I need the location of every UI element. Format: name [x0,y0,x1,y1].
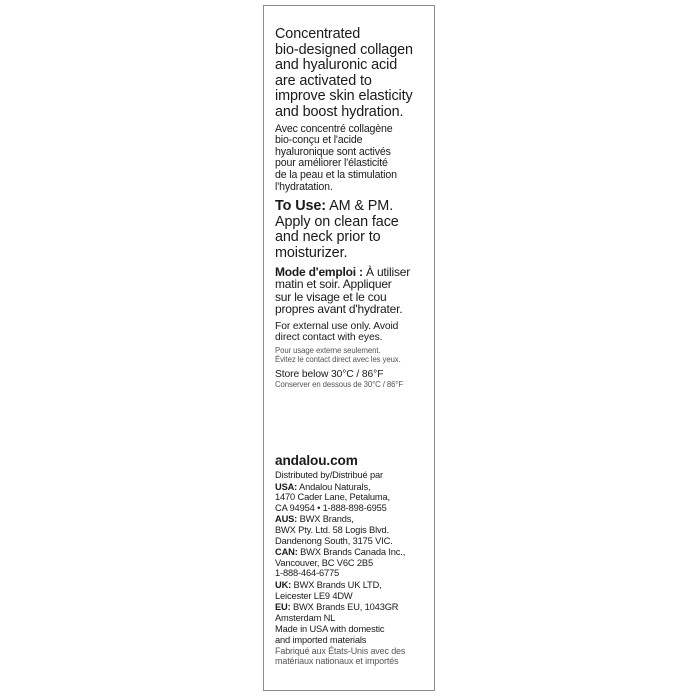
storage-english: Store below 30°C / 86°F [275,369,384,381]
product-label-panel [263,5,435,691]
mode-emploi-section [275,266,433,316]
text-line: Dandenong South, 3175 VIC. [275,535,393,546]
text-line: hyaluronique sont activés [275,145,391,158]
address-label: UK: [275,579,292,590]
to-use-first-line [275,199,433,215]
text-line: and neck prior to [275,229,381,246]
address-first-line [275,580,437,591]
address-block-uk [275,580,437,601]
to-use-section [275,199,433,261]
distributed-by: Distributed by/Distribué par [275,470,383,480]
text-line: de la peau et la stimulation [275,168,397,181]
text-line: improve skin elasticity [275,88,413,105]
label-upper-text [275,27,433,389]
address-block-aus [275,514,437,546]
mode-timing: À utiliser [366,264,411,279]
address-first-line [275,547,437,558]
text-line: and boost hydration. [275,103,404,120]
made-in-english [275,624,437,645]
label-lower-text [275,454,437,666]
text-line: Concentrated [275,26,361,42]
to-use-timing: AM & PM. [329,198,394,215]
text-line: and imported materials [275,634,367,645]
text-line: moisturizer. [275,244,348,261]
text-line: Made in USA with domestic [275,624,385,635]
external-use-english [275,321,433,344]
text-line: 1470 Cader Lane, Petaluma, [275,492,390,503]
address-name: BWX Brands Canada Inc., [300,547,406,558]
text-line: Fabriqué aux États-Unis avec des [275,645,406,656]
address-name: BWX Brands EU, 1043GR [293,602,399,613]
address-first-line [275,602,437,613]
address-name: Andalou Naturals, [299,481,371,492]
text-line: and hyaluronic acid [275,57,398,74]
text-line: Évitez le contact direct avec les yeux. [275,355,401,365]
address-first-line [275,482,437,493]
address-label: CAN: [275,547,298,558]
text-line: Leicester LE9 4DW [275,590,353,601]
text-line: direct contact with eyes. [275,332,383,344]
text-line: BWX Pty. Ltd. 58 Logis Blvd. [275,524,389,535]
text-line: Pour usage externe seulement. [275,346,381,356]
text-line: bio-designed collagen [275,41,413,58]
text-line: bio-conçu et l'acide [275,134,363,147]
text-line: Avec concentré collagène [275,122,393,135]
address-label: USA: [275,481,298,492]
address-label: AUS: [275,514,298,525]
address-label: EU: [275,602,291,613]
storage-french: Conserver en dessous de 30°C / 86°F [275,380,403,390]
text-line: 1-888-464-6775 [275,568,340,579]
text-line: For external use only. Avoid [275,320,399,332]
text-line: Amsterdam NL [275,612,336,623]
address-block-can [275,547,437,579]
address-first-line [275,514,437,525]
intro-french [275,124,433,194]
made-in-french [275,646,437,667]
intro-english [275,27,433,121]
text-line: sur le visage et le cou [275,289,387,304]
text-line: CA 94954 • 1-888-898-6955 [275,502,387,513]
address-block-usa [275,482,437,514]
external-use-french [275,346,433,364]
text-line: pour améliorer l'élasticité [275,157,388,170]
website-url: andalou.com [275,453,358,468]
mode-heading: Mode d'emploi : [275,264,363,279]
to-use-heading: To Use: [275,198,327,215]
text-line: matériaux nationaux et importés [275,655,399,666]
text-line: matin et soir. Appliquer [275,277,392,292]
address-name: BWX Brands UK LTD, [293,579,382,590]
text-line: are activated to [275,72,372,89]
address-name: BWX Brands, [299,514,354,525]
text-line: Vancouver, BC V6C 2B5 [275,557,373,568]
address-block-eu [275,602,437,623]
text-line: propres avant d'hydrater. [275,302,403,317]
text-line: Apply on clean face [275,213,399,230]
text-line: l'hydratation. [275,180,333,193]
